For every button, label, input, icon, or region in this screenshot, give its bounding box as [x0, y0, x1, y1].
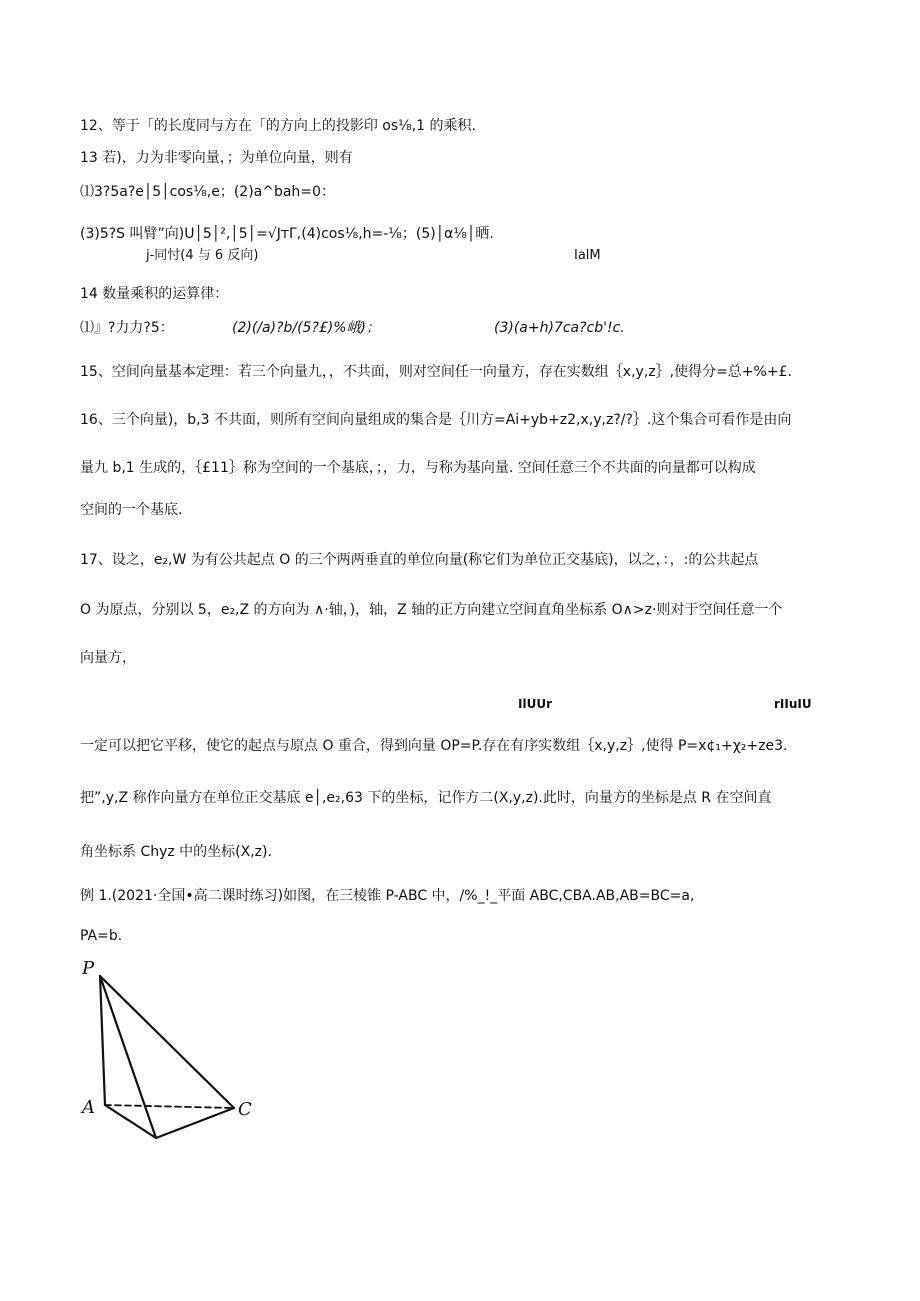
item-13-note: j-同忖(4 与 6 反向): [146, 248, 259, 263]
item-17-cont-4: 把”,y,Z 称作向量方在单位正交基底 e│,e₂,63 下的坐标，记作方二(X,y,z).此时，向量方的坐标是点 R 在空间直: [80, 790, 772, 806]
item-16: 16、三个向量)，b,3 不共面，则所有空间向量组成的集合是｛川方=Ai+yb+z2,x,y,z?/?｝.这个集合可看作是由向: [80, 412, 792, 428]
item-14-rule-3: (3)(a+h)7ca?cb'!c.: [494, 320, 625, 336]
edge-pa: [100, 976, 105, 1105]
item-13-formula-1: ⑴3?5a?e│5│cos⅛,e；(2)a^bah=0：: [80, 184, 335, 200]
edge-pb: [100, 976, 156, 1138]
edge-pc: [100, 976, 234, 1108]
vector-arrow-mark-2: rIIuIU: [774, 697, 812, 711]
item-13: 13 若)，力为非零向量，；为单位向量，则有: [80, 150, 353, 166]
vector-arrow-mark-1: IlUUr: [518, 697, 552, 711]
item-17: 17、设之，e₂,W 为有公共起点 O 的三个两两垂直的单位向量(称它们为单位正交基底)，以之，：，:的公共起点: [80, 552, 759, 568]
item-17-cont-3: 一定可以把它平移，使它的起点与原点 O 重合，得到向量 OP=P.存在有序实数组｛x,y,z｝,使得 P=x¢₁+χ₂+ze3.: [80, 738, 788, 754]
item-13-formula-2: (3)5?S 叫臂”向)U│5│²,│5│=√JтΓ,(4)cos⅛,h=-⅛；(5)│α⅛│晒.: [80, 226, 494, 242]
example-1-cont: PA=b.: [80, 928, 123, 944]
edge-ac-hidden: [105, 1105, 234, 1108]
item-17-end: 角坐标系 Chyz 中的坐标(X,z).: [80, 844, 272, 860]
item-12: 12、等于「的长度同与方在「的方向上的投影印 os⅛,1 的乘积.: [80, 118, 476, 134]
item-16-cont: 量九 b,1 生成的，｛£11｝称为空间的一个基底，；，力，与称为基向量. 空间任意三个不共面的向量都可以构成: [80, 460, 756, 476]
item-16-end: 空间的一个基底.: [80, 502, 183, 518]
item-13-note-2: IalM: [574, 248, 601, 263]
item-14-rule-2: (2)(/a)?b/(5?£)%峨)；: [232, 320, 381, 336]
item-17-cont: O 为原点，分别以 5，e₂,Z 的方向为 ∧·轴，)，轴，Z 轴的正方向建立空间直角坐标系 O∧>z·则对于空间任意一个: [80, 602, 783, 618]
item-17-cont-2: 向量方，: [80, 650, 136, 666]
label-c: C: [238, 1099, 252, 1120]
label-p: P: [82, 958, 95, 979]
label-a: A: [82, 1097, 95, 1118]
item-14: 14 数量乘积的运算律：: [80, 286, 229, 302]
example-1: 例 1.(2021·全国•高二课时练习)如图，在三棱锥 P-ABC 中，/%_!_平面 ABC,CBA.AB,AB=BC=a,: [80, 888, 695, 904]
pyramid-figure: [78, 958, 268, 1146]
edge-ab: [105, 1105, 156, 1138]
edge-bc: [156, 1108, 234, 1138]
item-15: 15、空间向量基本定理：若三个向量九，，不共面，则对空间任一向量方，存在实数组｛x,y,z｝,使得分=总+%+£.: [80, 364, 792, 380]
item-14-rule-1: ⑴』?力力?5：: [80, 320, 174, 336]
